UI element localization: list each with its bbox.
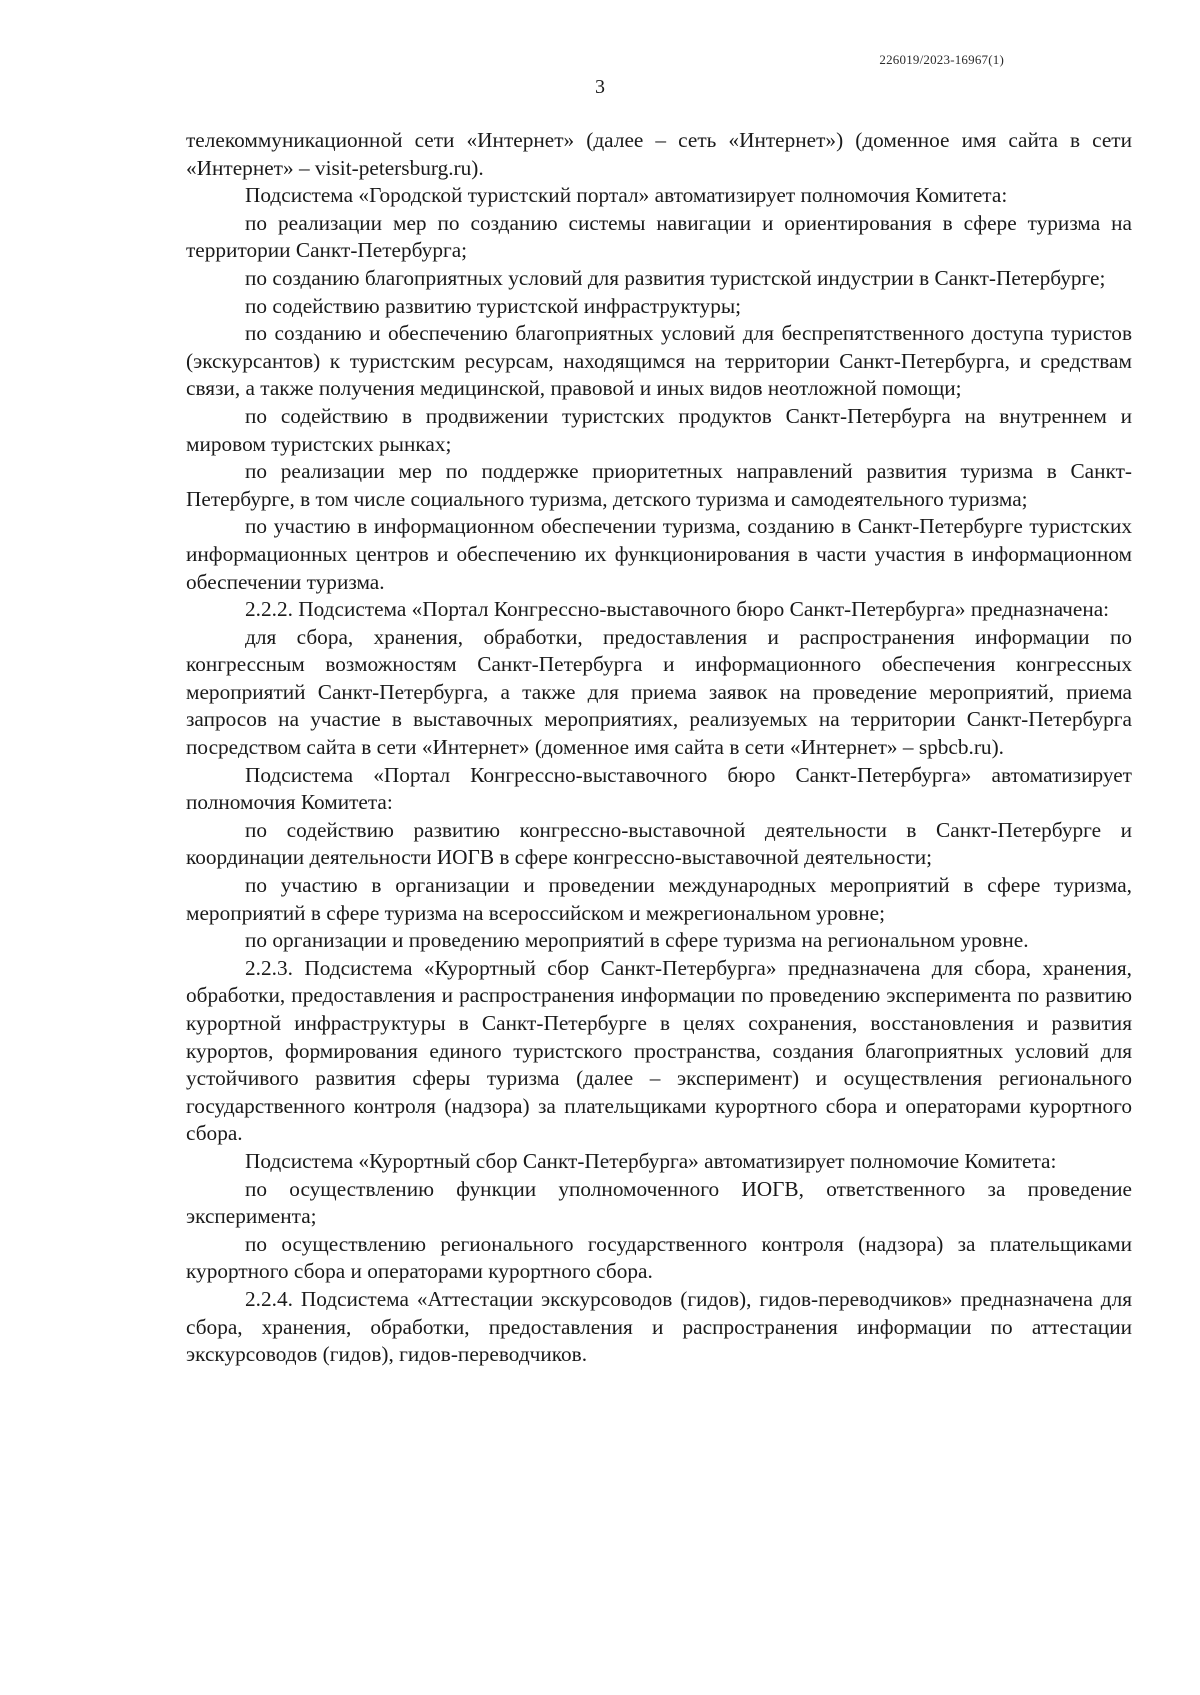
body-paragraph: по участию в информационном обеспечении туризма, созданию в Санкт-Петербурге туристских информационных центров и обеспечению их функционирования в части участия в информационном обеспечении туризма. <box>186 514 1132 594</box>
body-paragraph: по содействию развитию конгрессно-выставочной деятельности в Санкт-Петербурге и координации деятельности ИОГВ в сфере конгрессно-выставочной деятельности; <box>186 817 1132 870</box>
body-paragraph: по реализации мер по созданию системы навигации и ориентирования в сфере туризма на территории Санкт-Петербурга; <box>186 210 1132 263</box>
body-paragraph: 2.2.2. Подсистема «Портал Конгрессно-выставочного бюро Санкт-Петербурга» предназначена: <box>245 597 1110 622</box>
body-paragraph: по содействию в продвижении туристских продуктов Санкт-Петербурга на внутреннем и мировом туристских рынках; <box>186 403 1132 456</box>
document-body <box>186 127 1132 1369</box>
body-paragraph: по осуществлению функции уполномоченного ИОГВ, ответственного за проведение эксперимента; <box>186 1176 1132 1229</box>
body-paragraph: по созданию и обеспечению благоприятных условий для беспрепятственного доступа туристов (экскурсантов) к туристским ресурсам, находящимся на территории Санкт-Петербурга, и средствам связи, а также получения медицинской, правовой и иных видов неотложной помощи; <box>186 321 1132 401</box>
body-paragraph: Подсистема «Курортный сбор Санкт-Петербурга» автоматизирует полномочие Комитета: <box>245 1148 1057 1173</box>
body-paragraph: для сбора, хранения, обработки, предоставления и распространения информации по конгрессным возможностям Санкт-Петербурга и информационного обеспечения конгрессных мероприятий Санкт-Петербурга, а также для приема заявок на проведение мероприятий, приема запросов на участие в выставочных мероприятиях, реализуемых на территории Санкт-Петербурга посредством сайта в сети «Интернет» (доменное имя сайта в сети «Интернет» – spbcb.ru). <box>186 624 1132 760</box>
body-paragraph: по реализации мер по поддержке приоритетных направлений развития туризма в Санкт-Петербурге, в том числе социального туризма, детского туризма и самодеятельного туризма; <box>186 459 1132 511</box>
body-paragraph: 2.2.4. Подсистема «Аттестации экскурсоводов (гидов), гидов-переводчиков» предназначена для сбора, хранения, обработки, предоставления и распространения информации по аттестации экскурсоводов (гидов), гидов-переводчиков. <box>186 1286 1132 1367</box>
body-paragraph: Подсистема «Городской туристский портал» автоматизирует полномочия Комитета: <box>245 183 1008 208</box>
body-paragraph: по организации и проведению мероприятий в сфере туризма на региональном уровне. <box>245 928 1029 953</box>
document-registration-number: 226019/2023-16967(1) <box>879 52 1004 67</box>
page-number: 3 <box>595 76 605 98</box>
body-paragraph: по содействию развитию туристской инфраструктуры; <box>245 293 742 318</box>
body-paragraph: по осуществлению регионального государственного контроля (надзора) за плательщиками курортного сбора и операторами курортного сбора. <box>186 1231 1132 1284</box>
body-paragraph: телекоммуникационной сети «Интернет» (далее – сеть «Интернет») (доменное имя сайта в сети «Интернет» – visit-petersburg.ru). <box>186 128 1132 180</box>
body-paragraph: 2.2.3. Подсистема «Курортный сбор Санкт-Петербурга» предназначена для сбора, хранения, обработки, предоставления и распространения информации по проведению эксперимента по развитию курортной инфраструктуры в Санкт-Петербурге в целях сохранения, восстановления и развития курортов, формирования единого туристского пространства, создания благоприятных условий для устойчивого развития сферы туризма (далее – эксперимент) и осуществления регионального государственного контроля (надзора) за плательщиками курортного сбора и операторами курортного сбора. <box>186 955 1132 1146</box>
body-paragraph: по участию в организации и проведении международных мероприятий в сфере туризма, мероприятий в сфере туризма на всероссийском и межрегиональном уровне; <box>186 873 1132 925</box>
body-paragraph: Подсистема «Портал Конгрессно-выставочного бюро Санкт-Петербурга» автоматизирует полномочия Комитета: <box>186 762 1132 815</box>
body-paragraph: по созданию благоприятных условий для развития туристской индустрии в Санкт-Петербурге; <box>245 265 1106 290</box>
